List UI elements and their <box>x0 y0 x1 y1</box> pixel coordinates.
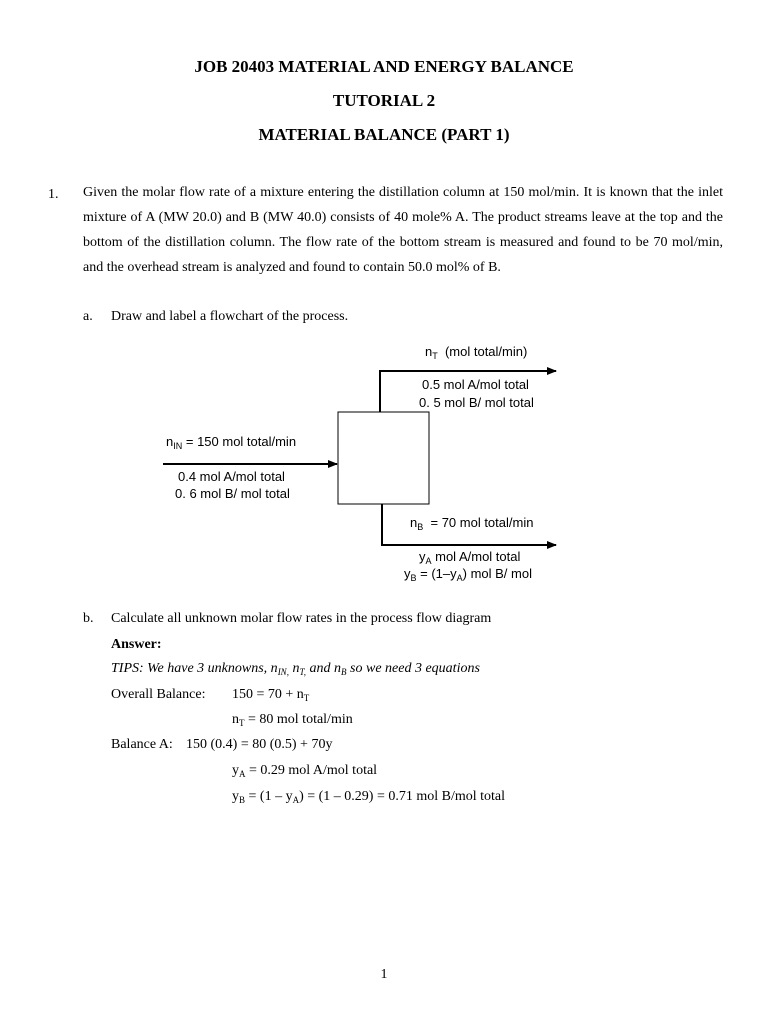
section-title: MATERIAL BALANCE (PART 1) <box>258 125 510 144</box>
nt-result: $n_T = 80$ mol total/min <box>232 712 353 728</box>
answer-label: Answer: <box>111 637 162 652</box>
part-b-label: b. <box>83 611 94 626</box>
yb-result: $y_B = (1 - y_A) = (1 - 0.29) = 0.71$ mol B/mol total <box>232 789 506 805</box>
inlet-stream-composition-a: 0.4 mol A/mol total <box>178 469 285 484</box>
overall-balance-label: Overall Balance: <box>111 687 206 702</box>
tutorial-number: TUTORIAL 2 <box>332 91 436 110</box>
bottom-stream-composition-a: $y_A$ mol A/mol total <box>419 549 521 566</box>
document-title: JOB 20403 MATERIAL AND ENERGY BALANCE <box>194 57 574 76</box>
distillation-column-box <box>338 412 429 504</box>
top-stream-flow-label: $n_T$ (mol total/min) <box>425 344 528 361</box>
balance-a-label: Balance A: <box>111 737 173 752</box>
page-number: 1 <box>380 967 388 982</box>
part-b-text: Calculate all unknown molar flow rates in the process flow diagram <box>111 611 492 626</box>
ya-result: $y_A = 0.29$ mol A/mol total <box>232 763 378 779</box>
question-text: Given the molar flow rate of a mixture entering the distillation column at 150 mol/min. It is known that the inlet mixture of A (MW 20.0) and B (MW 40.0) consists of 40 mole% A. The product streams leave at the top and the bottom of the distillation column. The flow rate of the bottom stream is measured and found to be 70 mol/min, and the overhead stream is analyzed and found to contain 50.0 mol% of B. <box>83 185 723 275</box>
tips-line: TIPS: We have 3 unknowns, $n_{IN,}$ $n_{T,}$ and $n_B$ so we need 3 equations <box>111 661 480 677</box>
top-stream-composition-b: 0. 5 mol B/ mol total <box>419 395 534 410</box>
part-a-text: Draw and label a flowchart of the process. <box>111 309 349 324</box>
bottom-stream-flow-label: $n_B = 70$ mol total/min <box>410 515 534 532</box>
balance-a-equation: 150 (0.4) = 80 (0.5) + 70y <box>186 737 333 752</box>
bottom-stream-composition-b: $y_B = (1-y_A)$ mol B/ mol <box>404 566 532 583</box>
question-number: 1. <box>48 187 59 202</box>
inlet-stream-flow-label: $n_{IN} = 150$ mol total/min <box>166 434 297 451</box>
part-a-label: a. <box>83 309 93 324</box>
overall-balance-equation: $150 = 70 + n_T$ <box>232 687 310 703</box>
inlet-stream-composition-b: 0. 6 mol B/ mol total <box>175 486 290 501</box>
top-stream-composition-a: 0.5 mol A/mol total <box>422 377 529 392</box>
